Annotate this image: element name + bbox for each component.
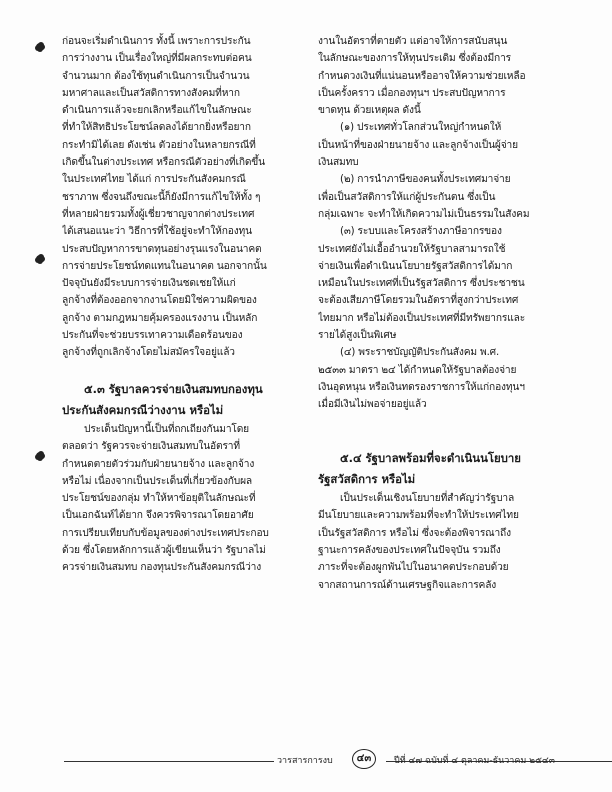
body-text-line: จะต้องเสียภาษีโดยรวมในอัตราที่สูงกว่าประเทศ xyxy=(318,295,519,307)
body-text-line: ด้วย ซึ่งโดยหลักการแล้วผู้เขียนเห็นว่า รัฐบาลไม่ xyxy=(62,545,266,557)
body-text-line: ลูกจ้างที่ถูกเลิกจ้างโดยไม่สมัครใจอยู่แล้ว xyxy=(62,347,235,359)
body-text-line: หรือไม่ เนื่องจากเป็นประเด็นที่เกี่ยวข้องกับผล xyxy=(62,475,253,487)
body-text-line: การจ่ายประโยชน์ทดแทนในอนาคต นอกจากนั้น xyxy=(62,260,267,272)
body-text-line: เป็นประเด็นเชิงนโยบายที่สำคัญว่ารัฐบาล xyxy=(340,493,515,505)
body-text-line: (๔) พระราชบัญญัติประกันสังคม พ.ศ. xyxy=(340,347,500,359)
right-text-column xyxy=(318,33,570,594)
body-text-line: มหาศาลและเป็นสวัสดิการทางสังคมที่หาก xyxy=(62,87,240,99)
journal-name: วารสารการงบ xyxy=(274,753,336,767)
body-text-line: (๑) ประเทศทั่วโลกส่วนใหญ่กำหนดให้ xyxy=(340,122,502,134)
body-text-line: ปัจจุบันยังมีระบบการจ่ายเงินชดเชยให้แก่ xyxy=(62,278,236,290)
body-text-line: เงินสมทบ xyxy=(318,157,359,169)
body-text-line: จ่ายเงินเพื่อดำเนินนโยบายรัฐสวัสดิการได้มาก xyxy=(318,260,513,272)
body-text-line: เมื่อมีเงินไม่พอจ่ายอยู่แล้ว xyxy=(318,399,427,411)
body-text-line: เงินอุดหนุน หรือเงินทดรองราชการให้แก่กองทุนฯ xyxy=(318,381,525,393)
body-text-line: กลุ่มเฉพาะ จะทำให้เกิดความไม่เป็นธรรมในสังคม xyxy=(318,208,530,220)
body-text-line: เหมือนในประเทศที่เป็นรัฐสวัสดิการ ซึ่งประชาชน xyxy=(318,278,525,290)
body-text-line: เพื่อเป็นสวัสดิการให้แก่ผู้ประกันตน ซึ่งเป็น xyxy=(318,191,496,203)
body-text-line: ในประเทศไทย ได้แก่ การประกันสังคมกรณี xyxy=(62,174,246,186)
body-text-line: จำนวนมาก ต้องใช้ทุนดำเนินการเป็นจำนวน xyxy=(62,70,250,82)
section-heading-line: รัฐสวัสดิการ หรือไม่ xyxy=(318,472,416,487)
punch-hole-mark-top xyxy=(36,43,44,51)
body-text-line: (๓) ระบบและโครงสร้างภาษีอากรของ xyxy=(340,226,502,238)
body-text-line: การว่างงาน เป็นเรื่องใหญ่ที่มีผลกระทบต่อคน xyxy=(62,53,252,65)
body-text-line: ประเด็นปัญหานี้เป็นที่ถกเถียงกันมาโดย xyxy=(84,423,250,435)
page-number: ๔๓ xyxy=(352,749,376,769)
body-text-line: ชราภาพ ซึ่งจนถึงขณะนี้ก็ยังมีการแก้ไขให้ทั้ง ๆ xyxy=(62,191,261,203)
body-text-line: ที่หลายฝ่ายรวมทั้งผู้เชี่ยวชาญจากต่างประเทศ xyxy=(62,208,255,220)
body-text-line: ก่อนจะเริ่มดำเนินการ ทั้งนี้ เพราะการประกัน xyxy=(62,36,251,47)
body-text-line: ลูกจ้าง ตามกฎหมายคุ้มครองแรงงาน เป็นหลัก xyxy=(62,312,258,324)
body-text-line: ประเทศยังไม่เอื้ออำนวยให้รัฐบาลสามารถใช้ xyxy=(318,243,506,255)
body-text-line: เป็นรัฐสวัสดิการ หรือไม่ ซึ่งจะต้องพิจารณาถึง xyxy=(318,527,511,539)
body-text-line: ๒๕๓๓ มาตรา ๒๔ ได้กำหนดให้รัฐบาลต้องจ่าย xyxy=(318,364,517,376)
body-text-line: ฐานะการคลังของประเทศในปัจจุบัน รวมถึง xyxy=(318,545,501,557)
left-text-column xyxy=(62,33,312,577)
body-text-line: การเปรียบเทียบกับข้อมูลของต่างประเทศประกอบ xyxy=(62,527,269,539)
section-heading-line: ๕.๔ รัฐบาลพร้อมที่จะดำเนินนโยบาย xyxy=(340,451,521,466)
body-text-line: ประโยชน์ของกลุ่ม ทำให้หาข้อยุติในลักษณะที่ xyxy=(62,493,256,505)
issue-info: ปีที่ ๔๗ ฉบับที่ ๔ ตุลาคม-ธันวาคม ๒๕๔๓ xyxy=(394,756,555,766)
paragraph-gap xyxy=(62,362,312,379)
body-text-line: กำหนดวงเงินที่แน่นอนหรืออาจให้ความช่วยเหลือ xyxy=(318,70,526,82)
paragraph-gap xyxy=(318,414,570,431)
body-text-line: ภาระที่จะต้องผูกพันไปในอนาคตประกอบด้วย xyxy=(318,562,509,574)
body-text-line: รายได้สูงเป็นพิเศษ xyxy=(318,330,397,342)
body-text-line: ตลอดว่า รัฐควรจะจ่ายเงินสมทบในอัตราที่ xyxy=(62,441,240,453)
paragraph-gap xyxy=(318,431,570,448)
punch-hole-mark-middle xyxy=(36,255,44,263)
body-text-line: ควรจ่ายเงินสมทบ กองทุนประกันสังคมกรณีว่าง xyxy=(62,562,262,574)
body-text-line: (๒) การนำภาษีของคนทั้งประเทศมาจ่าย xyxy=(340,174,511,186)
body-text-line: กระทำมิได้เลย ดังเช่น ตัวอย่างในหลายกรณีที่ xyxy=(62,139,256,151)
body-text-line: ขาดทุน ด้วยเหตุผล ดังนี้ xyxy=(318,105,421,117)
body-text-line: งานในอัตราที่ตายตัว แต่อาจให้การสนับสนุน xyxy=(318,36,508,47)
body-text-line: เป็นเอกฉันท์ได้ยาก จึงควรพิจารณาโดยอาศัย xyxy=(62,510,254,522)
body-text-line: เป็นหน้าที่ของฝ่ายนายจ้าง และลูกจ้างเป็นผู้จ่าย xyxy=(318,139,518,151)
body-text-line: มีนโยบายและความพร้อมที่จะทำให้ประเทศไทย xyxy=(318,510,519,522)
body-text-line: ประสบปัญหาการขาดทุนอย่างรุนแรงในอนาคต xyxy=(62,243,262,255)
section-heading-line: ประกันสังคมกรณีว่างงาน หรือไม่ xyxy=(62,402,224,417)
section-heading-line: ๕.๓ รัฐบาลควรจ่ายเงินสมทบกองทุน xyxy=(84,381,263,396)
body-text-line: ประกันที่จะช่วยบรรเทาความเดือดร้อนของ xyxy=(62,330,243,342)
body-text-line: เป็นครั้งคราว เมื่อกองทุนฯ ประสบปัญหาการ xyxy=(318,87,506,99)
footer-rule-left xyxy=(64,761,278,762)
body-text-line: ไทยมาก หรือไม่ต้องเป็นประเทศที่มีทรัพยากรและ xyxy=(318,312,526,324)
punch-hole-mark-lower xyxy=(36,452,44,460)
body-text-line: ดำเนินการแล้วจะยกเลิกหรือแก้ไขในลักษณะ xyxy=(62,105,252,117)
body-text-line: จากสถานการณ์ด้านเศรษฐกิจและการคลัง xyxy=(318,579,497,591)
body-text-line: ลูกจ้างที่ต้องออกจากงานโดยมิใช่ความผิดของ xyxy=(62,295,257,307)
body-text-line: ได้เสนอแนะว่า วิธีการที่ใช้อยู่จะทำให้กองทุน xyxy=(62,226,252,238)
body-text-line: ที่ทำให้สิทธิประโยชน์ลดลงได้ยากยิ่งหรือยาก xyxy=(62,122,251,134)
body-text-line: ในลักษณะของการให้ทุนประเดิม ซึ่งต้องมีการ xyxy=(318,53,511,65)
body-text-line: กำหนดตายตัวร่วมกับฝ่ายนายจ้าง และลูกจ้าง xyxy=(62,458,255,470)
page-footer xyxy=(64,749,572,771)
body-text-line: เกิดขึ้นในต่างประเทศ หรือกรณีตัวอย่างที่เกิดขึ้น xyxy=(62,157,265,169)
